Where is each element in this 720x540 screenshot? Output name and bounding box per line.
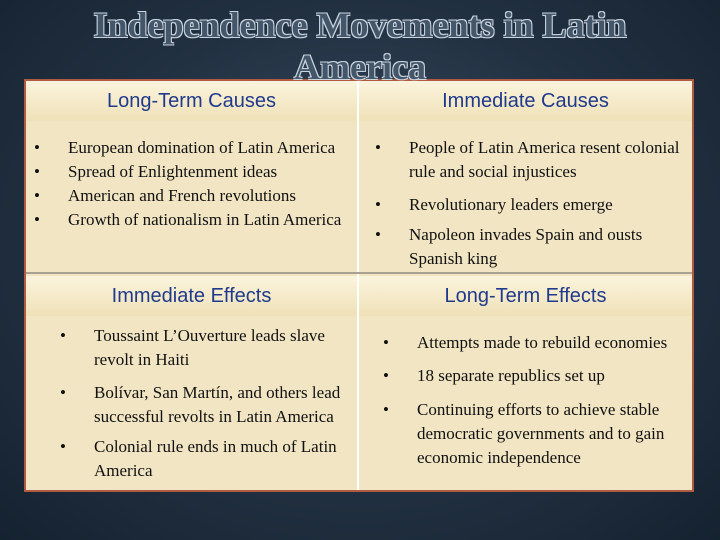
- list-item: [369, 193, 685, 217]
- list-item-text: Toussaint L’Ouverture leads slave revolt in Haiti: [94, 326, 325, 369]
- immediate-effects-heading: Immediate Effects: [26, 276, 357, 316]
- bullet-icon: •: [34, 162, 40, 181]
- bullet-icon: •: [34, 186, 40, 205]
- bullet-icon: •: [375, 225, 381, 244]
- list-item-text: People of Latin America resent colonial rule and social injustices: [409, 138, 680, 181]
- list-item: [377, 398, 690, 470]
- list-item-text: Bolívar, San Martín, and others lead successful revolts in Latin America: [94, 383, 341, 426]
- list-item: [369, 136, 685, 184]
- slide-title: [0, 0, 720, 92]
- long-term-causes-list: [28, 136, 348, 232]
- bullet-icon: •: [60, 437, 66, 456]
- immediate-causes-list: [369, 136, 685, 271]
- bullet-icon: •: [34, 138, 40, 157]
- long-term-causes-cell: [28, 136, 348, 232]
- long-term-effects-list: [377, 331, 690, 470]
- list-item: [28, 184, 348, 208]
- slide-title-line-2: America: [294, 47, 426, 87]
- list-item-text: 18 separate republics set up: [417, 366, 605, 385]
- bullet-icon: •: [383, 400, 389, 419]
- bullet-icon: •: [34, 210, 40, 229]
- list-item: [54, 435, 350, 483]
- long-term-effects-heading: Long-Term Effects: [359, 276, 692, 316]
- list-item: [377, 331, 690, 355]
- row-divider: [26, 272, 692, 274]
- list-item-text: American and French revolutions: [68, 186, 297, 205]
- slide-title-line-1: Independence Movements in Latin: [93, 5, 627, 45]
- list-item-text: Colonial rule ends in much of Latin America: [94, 437, 337, 480]
- bullet-icon: •: [383, 366, 389, 385]
- list-item-text: Growth of nationalism in Latin America: [68, 210, 342, 229]
- list-item: [377, 364, 690, 388]
- list-item-text: Continuing efforts to achieve stable democratic governments and to gain economic independence: [417, 400, 665, 467]
- list-item-text: Spread of Enlightenment ideas: [68, 162, 278, 181]
- list-item-text: Napoleon invades Spain and ousts Spanish king: [409, 225, 643, 268]
- bullet-icon: •: [375, 138, 381, 157]
- immediate-effects-cell: [54, 324, 350, 483]
- list-item: [28, 160, 348, 184]
- bullet-icon: •: [60, 383, 66, 402]
- long-term-effects-cell: [377, 331, 690, 470]
- list-item: [28, 136, 348, 160]
- list-item: [54, 381, 350, 429]
- bullet-icon: •: [375, 195, 381, 214]
- list-item-text: Attempts made to rebuild economies: [417, 333, 668, 352]
- list-item-text: Revolutionary leaders emerge: [409, 195, 613, 214]
- list-item-text: European domination of Latin America: [68, 138, 336, 157]
- long-term-causes-heading: Long-Term Causes: [26, 81, 357, 121]
- list-item: [369, 223, 685, 271]
- bullet-icon: •: [383, 333, 389, 352]
- list-item: [28, 208, 348, 232]
- immediate-causes-cell: [369, 136, 685, 271]
- immediate-effects-list: [54, 324, 350, 483]
- immediate-causes-heading: Immediate Causes: [359, 81, 692, 121]
- bullet-icon: •: [60, 326, 66, 345]
- causes-effects-table: [24, 79, 694, 492]
- list-item: [54, 324, 350, 372]
